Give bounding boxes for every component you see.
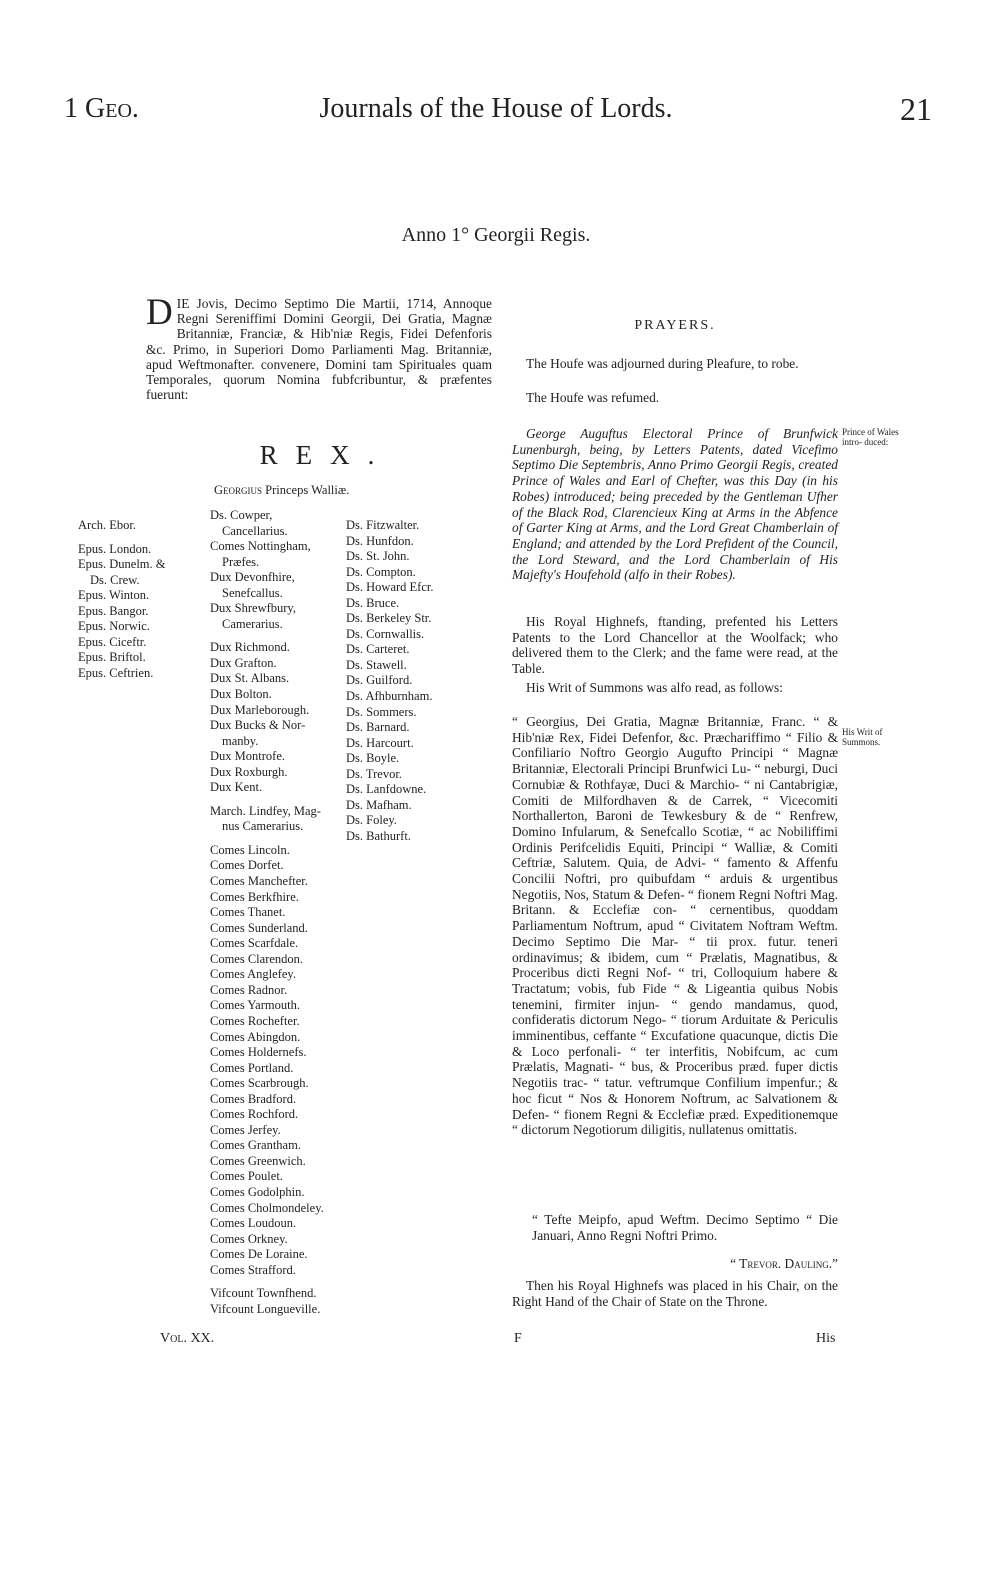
list-item: Ds. Afhburnham. bbox=[346, 689, 433, 704]
list-item: Ds. Berkeley Str. bbox=[346, 611, 432, 626]
paragraph-text: His Royal Highnefs, ftanding, prefented his Letters Patents to the Lord Chancellor at the Woolfack; who delivered them to the Clerk; and the fame were read, at the Table. bbox=[512, 614, 838, 677]
list-item: Comes Strafford. bbox=[210, 1262, 296, 1277]
list-item: Comes Thanet. bbox=[210, 905, 286, 920]
opening-paragraph-text: IE Jovis, Decimo Septimo Die Martii, 1714, Annoque Regni Sereniffimi Domini Georgii, Dei Gratia, Magnæ Britanniæ, Franciæ, & Hib'niæ Regis, Fidei Defenforis &c. Primo, in Superiori Domo Parliamenti Mag. Britanniæ, apud Weftmonafter. convenere, Domini tam Spirituales quam Temporales, quorum Nomina fubfcribuntur, & præfentes fuerunt: bbox=[146, 296, 492, 403]
list-item: Comes Radnor. bbox=[210, 982, 288, 997]
list-item: Comes Clarendon. bbox=[210, 951, 304, 966]
list-item: Epus. Dunelm. & bbox=[78, 557, 166, 572]
list-item: Epus. Winton. bbox=[78, 588, 150, 603]
list-item: Epus. Briftol. bbox=[78, 650, 146, 665]
list-item: Dux Devonfhire, bbox=[210, 570, 295, 585]
signature-text: “ Trevor. Dauling.” bbox=[730, 1256, 838, 1271]
writ-of-summons-text bbox=[512, 714, 838, 1138]
list-item: Comes Grantham. bbox=[210, 1138, 301, 1153]
list-item: Ds. Fitzwalter. bbox=[346, 518, 420, 532]
list-item: Dux Grafton. bbox=[210, 655, 277, 670]
list-item: Comes Sunderland. bbox=[210, 920, 308, 935]
list-item: Comes Portland. bbox=[210, 1060, 294, 1075]
list-item: Dux Richmond. bbox=[210, 640, 290, 655]
list-item: Comes Poulet. bbox=[210, 1169, 283, 1184]
list-item: Comes Nottingham, bbox=[210, 539, 311, 554]
bishops-list bbox=[78, 518, 166, 681]
list-item: Epus. Ciceftr. bbox=[78, 634, 147, 649]
writ-signature bbox=[512, 1256, 838, 1272]
list-item: Comes Cholmondeley. bbox=[210, 1200, 324, 1215]
margin-note-prince: Prince of Wales intro- duced: bbox=[842, 427, 899, 447]
list-item: Comes Jerfey. bbox=[210, 1122, 281, 1137]
georgius-title: Princeps Walliæ. bbox=[265, 483, 350, 497]
list-item: Ds. Sommers. bbox=[346, 704, 417, 719]
volume-number: Vol. XX. bbox=[160, 1331, 215, 1346]
list-item: Ds. Howard Efcr. bbox=[346, 580, 434, 595]
rex-heading: REX. bbox=[259, 440, 393, 470]
paragraph-text: His Writ of Summons was alfo read, as follows: bbox=[526, 680, 783, 695]
list-item: Dux Bolton. bbox=[210, 687, 272, 702]
list-item: Comes Manchefter. bbox=[210, 874, 308, 889]
list-item: Ds. Hunfdon. bbox=[346, 533, 414, 548]
list-item: Ds. Foley. bbox=[346, 813, 397, 828]
list-item: Comes Rochford. bbox=[210, 1107, 299, 1122]
list-item: Ds. Mafham. bbox=[346, 797, 412, 812]
list-item: Ds. Cowper, bbox=[210, 508, 273, 522]
anno-regis-heading: Anno 1° Georgii Regis. bbox=[401, 224, 591, 246]
list-item: Comes Scarfdale. bbox=[210, 936, 299, 951]
paragraph-placed-in-chair bbox=[512, 1278, 838, 1309]
list-item: Vifcount Longueville. bbox=[210, 1301, 321, 1316]
list-item: Ds. Harcourt. bbox=[346, 735, 414, 750]
list-item: Ds. Crew. bbox=[90, 572, 140, 587]
paragraph-text: George Auguftus Electoral Prince of Brunfwick Lunenburgh, being, by Letters Patents, dated Vicefimo Septimo Die Septembris, Anno Primo Georgii Regis, created Prince of Wales and Earl of Chefter, was this Day (in his Robes) introduced; being preceded by the Gentleman Ufher of the Black Rod, Clarencieux King at Arms in the Abfence of Garter King at Arms, and the Lord Great Chamberlain of England; and attended by the Lord Prefident of the Council, the Lord Steward, and the Lord Chamberlain of His Majefty's Houfehold (alfo in their Robes). bbox=[512, 426, 838, 583]
georgius-prince-line bbox=[214, 483, 349, 498]
prayers-heading: PRAYERS. bbox=[634, 318, 716, 333]
list-item: Dux Marleborough. bbox=[210, 702, 310, 717]
teste-text: “ Tefte Meipfo, apud Weftm. Decimo Septimo “ Die Januari, Anno Regni Noftri Primo. bbox=[532, 1212, 838, 1243]
list-item: Comes Loudoun. bbox=[210, 1216, 297, 1231]
paragraph-adjourned bbox=[512, 356, 838, 372]
list-item: Comes Anglefey. bbox=[210, 967, 296, 982]
list-item: Comes Abingdon. bbox=[210, 1029, 301, 1044]
list-item: Comes Scarbrough. bbox=[210, 1076, 309, 1091]
lords-temporal-list bbox=[210, 508, 324, 1317]
list-item: Epus. Norwic. bbox=[78, 619, 150, 634]
list-item: Ds. Cornwallis. bbox=[346, 626, 425, 641]
list-item: Comes Dorfet. bbox=[210, 858, 284, 873]
list-item: Arch. Ebor. bbox=[78, 518, 136, 532]
list-item: Comes De Loraine. bbox=[210, 1247, 308, 1262]
writ-text: “ Georgius, Dei Gratia, Magnæ Britanniæ, Franc. “ & Hib'niæ Rex, Fidei Defenfor, &c. Præchariffimo “ Filio & Confiliario Noftro Georgio Augufto Principi “ Magnæ Britanniæ, Electorali Principi Brunfwici Lu- “ neburgi, Duci Cornubiæ & Rothfayæ, Duci & Marchio- “ ni Cantabrigiæ, Comiti de Milfordhaven & de Carrek, “ Vicecomiti Northallerton, Baroni de Tewkesbury & de “ Renfrew, Domino Infularum, & Senefcallo Scotiæ, “ ac Nobiliffimi Ordinis Perifcelidis Equiti, Principi “ Walliæ, & Comiti Ceftriæ, Salutem. Quia, de Advi- “ famento & Affenfu Concilii Noftri, pro quibufdam “ arduis & urgentibus Negotiis, Nos, Statum & Defen- “ fionem Regni Noftri Mag. Britann. & Ecclefiæ con- “ cernentibus, quoddam Parliamentum Noftrum, apud “ Civitatem Noftram Weftm. Decimo Septimo Die Mar- “ tii prox. futur. teneri ordinavimus; & ibidem, cum “ Prælatis, Magnatibus, & Proceribus dicti Regni Nof- “ tri, Colloquium habere & Tractatum; vobis, fub Fide “ & Ligeantia quibus Nobis tenemini, firmiter injun- “ gendo mandamus, quod, confideratis dictorum Nego- “ tiorum Arduitate & Periculis imminentibus, ceffante “ Excufatione quacunque, dictis Die & Loco perfonali- “ ter interfitis, Nobifcum, ac cum Prælatis, Magnati- “ bus, & Proceribus præd. fuper dictis Negotiis trac- “ tatur. veftrumque Confilium impenfur.; & hoc ficut “ Nos & Honorem Noftrum, ac Salvationem & Defen- “ fionem Regni & Ecclefiæ præd. Expeditionemque “ dictorum Negotiorum diligitis, nullatenus omittatis. bbox=[512, 714, 838, 1138]
list-item: Cancellarius. bbox=[222, 523, 288, 538]
list-item: Ds. Compton. bbox=[346, 564, 416, 579]
list-item: Epus. Bangor. bbox=[78, 603, 149, 618]
list-item: March. Lindfey, Mag- bbox=[210, 803, 321, 818]
drop-cap: D bbox=[146, 292, 173, 333]
list-item: Ds. Trevor. bbox=[346, 766, 402, 781]
paragraph-resumed bbox=[512, 390, 838, 406]
list-item: Epus. London. bbox=[78, 541, 152, 556]
catchword: His bbox=[816, 1331, 836, 1346]
list-item: Comes Lincoln. bbox=[210, 842, 290, 857]
paragraph-prince-introduced bbox=[512, 426, 838, 583]
list-item: Ds. Boyle. bbox=[346, 751, 400, 766]
list-item: Camerarius. bbox=[222, 616, 283, 631]
list-item: Comes Holdernefs. bbox=[210, 1045, 307, 1060]
list-item: Comes Berkfhire. bbox=[210, 889, 299, 904]
page-number: 21 bbox=[900, 91, 932, 127]
list-item: Ds. Barnard. bbox=[346, 720, 410, 735]
list-item: Senefcallus. bbox=[222, 585, 283, 600]
paragraph-letters-patents bbox=[512, 614, 838, 677]
list-item: Ds. Bathurft. bbox=[346, 828, 411, 843]
list-item: Comes Rochefter. bbox=[210, 1013, 300, 1028]
list-item: Ds. Carteret. bbox=[346, 642, 410, 657]
list-item: Dux Roxburgh. bbox=[210, 764, 288, 779]
list-item: Ds. Guilford. bbox=[346, 673, 413, 688]
teste-clause bbox=[512, 1212, 838, 1243]
list-item: Ds. Stawell. bbox=[346, 657, 407, 672]
paragraph-writ-read bbox=[512, 680, 838, 696]
list-item: Dux Bucks & Nor- bbox=[210, 718, 306, 733]
list-item: Ds. Lanfdowne. bbox=[346, 782, 427, 797]
list-item: Comes Orkney. bbox=[210, 1231, 288, 1246]
list-item: Dux St. Albans. bbox=[210, 671, 290, 686]
barons-list bbox=[346, 518, 433, 844]
running-head-title: Journals of the House of Lords. bbox=[319, 93, 673, 124]
opening-paragraph bbox=[146, 292, 492, 403]
paragraph-text: The Houfe was adjourned during Pleafure, to robe. bbox=[526, 356, 799, 371]
georgius-name: Georgius bbox=[214, 483, 263, 497]
margin-note-writ: His Writ of Summons. bbox=[842, 727, 883, 747]
list-item: Comes Godolphin. bbox=[210, 1184, 305, 1199]
signature-mark: F bbox=[514, 1331, 522, 1346]
list-item: Dux Shrewfbury, bbox=[210, 601, 296, 616]
list-item: nus Camerarius. bbox=[222, 819, 304, 834]
list-item: Ds. Bruce. bbox=[346, 595, 400, 610]
list-item: Præfes. bbox=[222, 554, 260, 569]
list-item: Ds. St. John. bbox=[346, 549, 410, 564]
list-item: Comes Yarmouth. bbox=[210, 998, 300, 1013]
running-head-regnal-year: 1 Geo. bbox=[64, 93, 139, 124]
paragraph-text: The Houfe was refumed. bbox=[526, 390, 660, 405]
list-item: Comes Greenwich. bbox=[210, 1153, 306, 1168]
list-item: Dux Montrofe. bbox=[210, 749, 285, 764]
list-item: Epus. Ceftrien. bbox=[78, 665, 154, 680]
list-item: Vifcount Townfhend. bbox=[210, 1286, 317, 1301]
list-item: Comes Bradford. bbox=[210, 1091, 297, 1106]
paragraph-text: Then his Royal Highnefs was placed in his Chair, on the Right Hand of the Chair of State on the Throne. bbox=[512, 1278, 838, 1309]
list-item: Dux Kent. bbox=[210, 780, 263, 795]
list-item: manby. bbox=[222, 733, 259, 748]
